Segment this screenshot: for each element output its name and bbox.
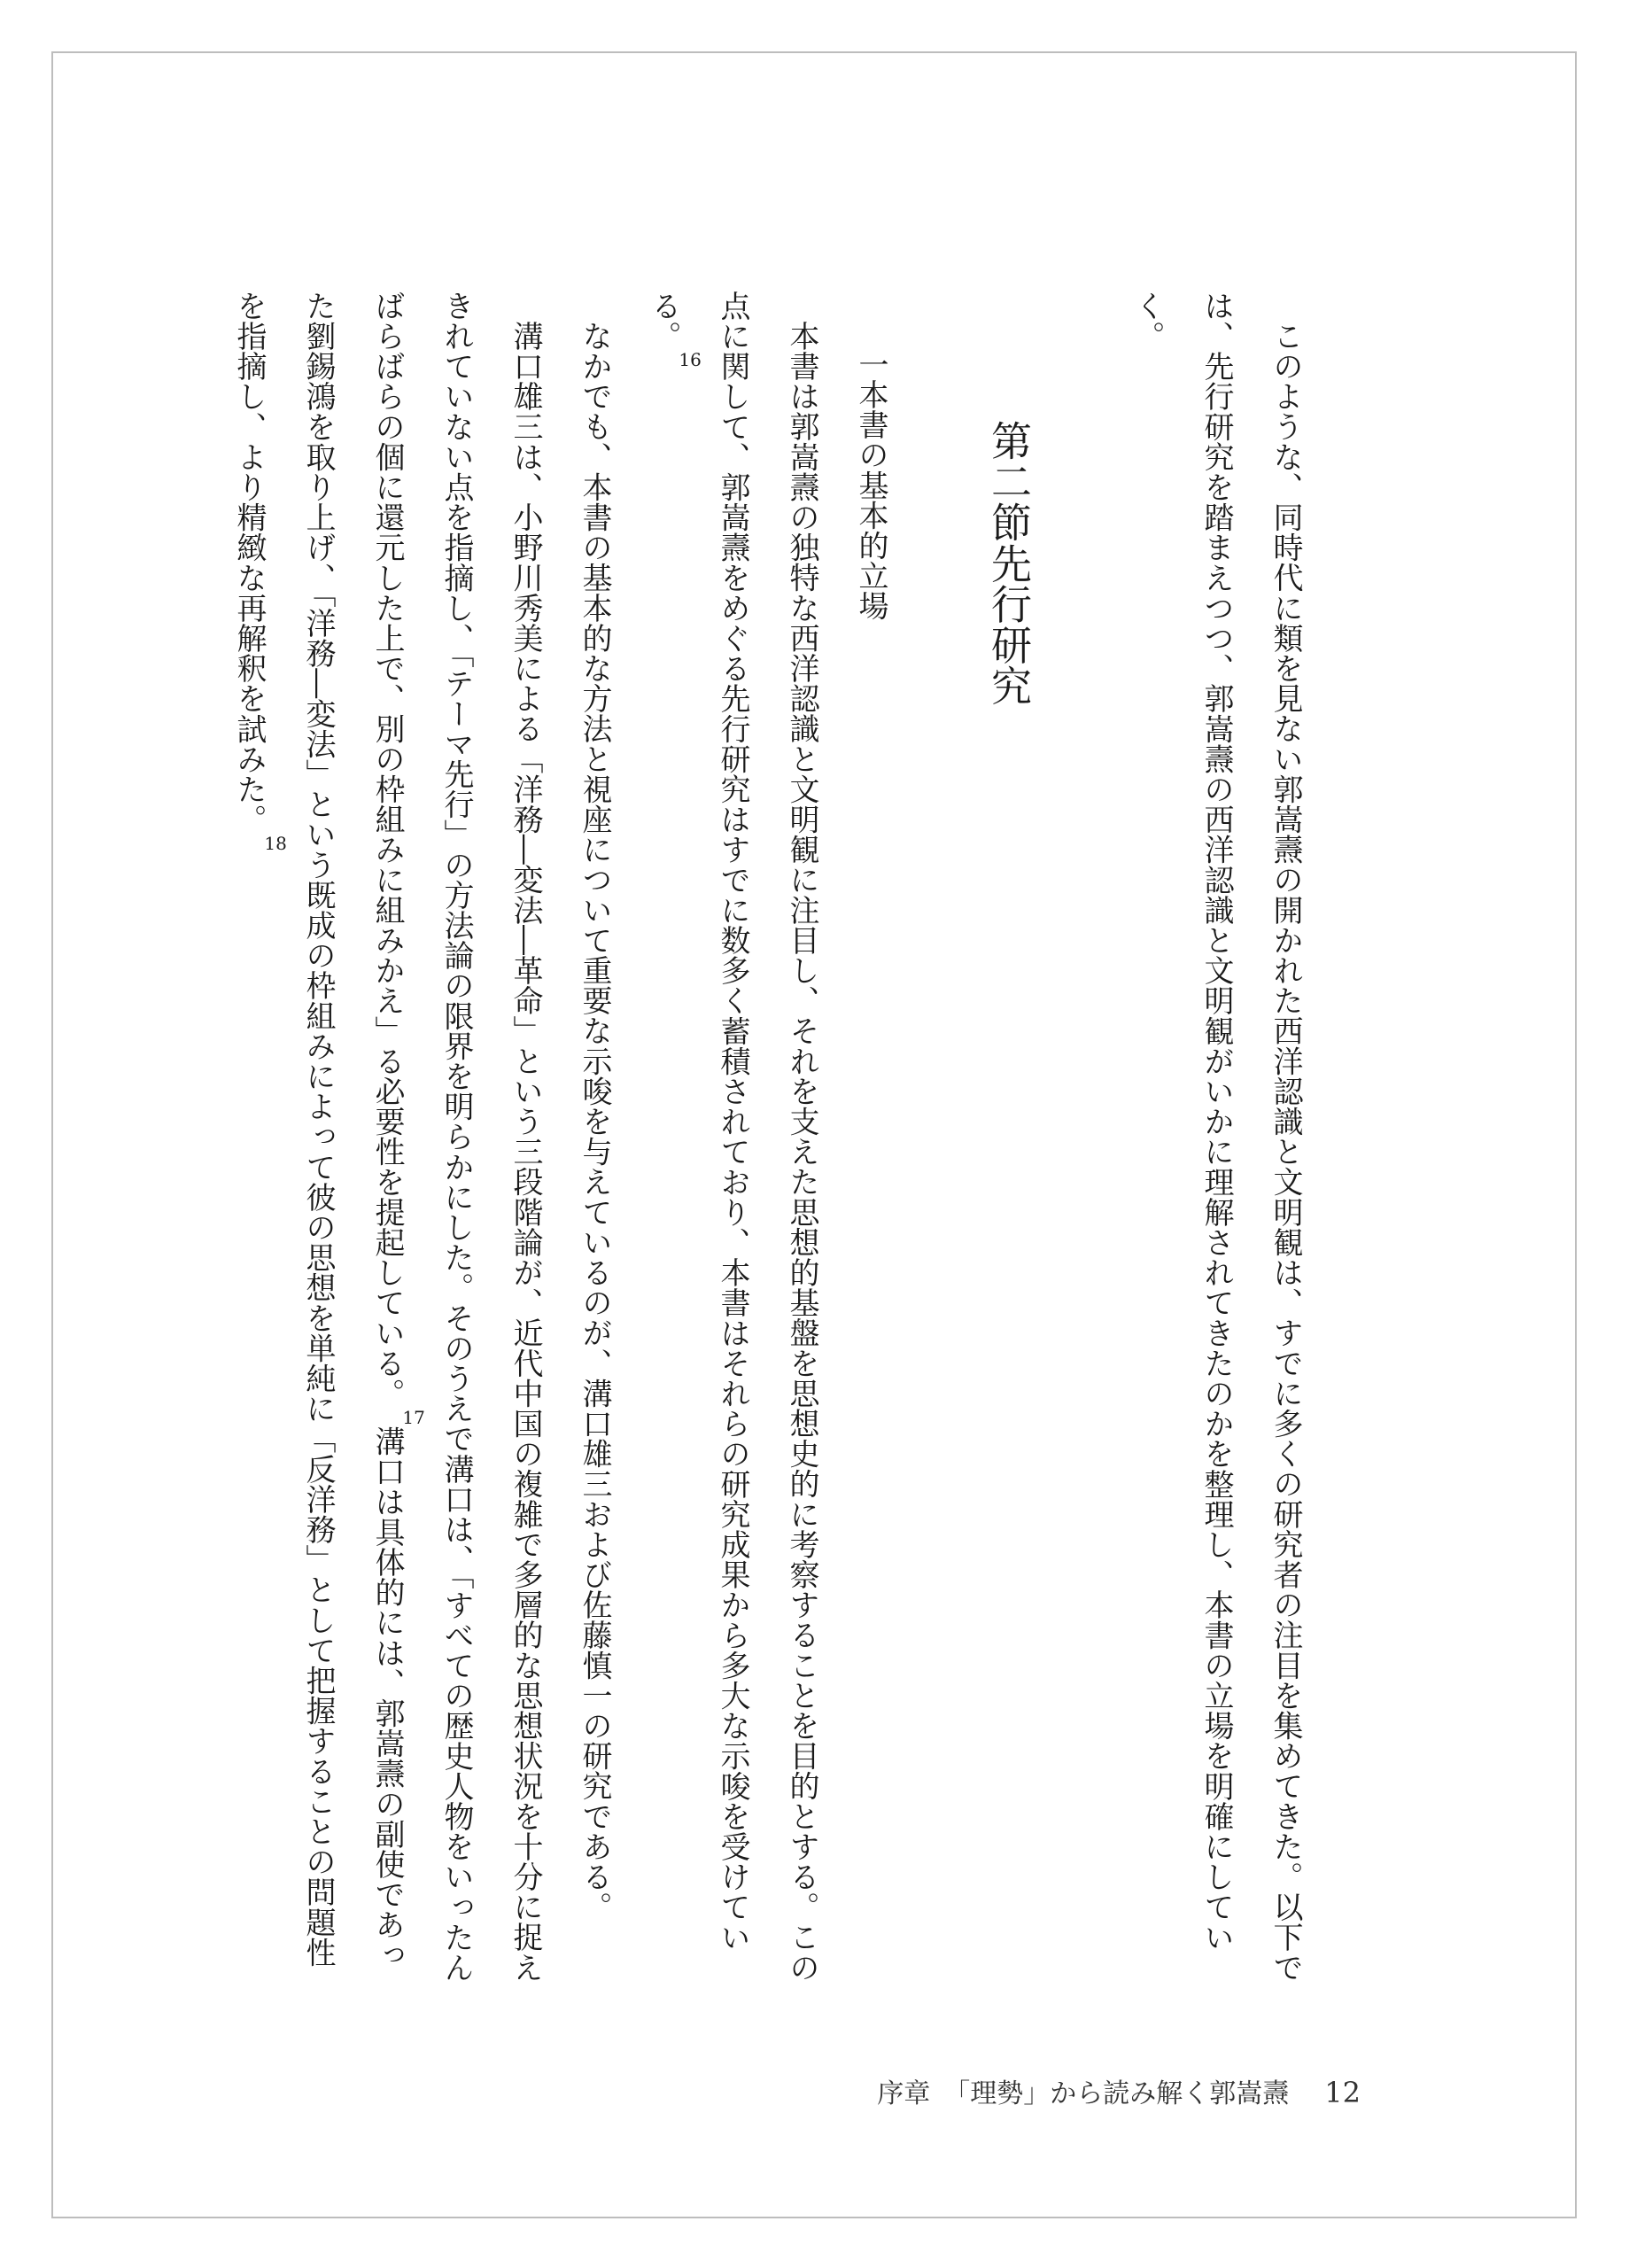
intro-text: このような、同時代に類を見ない郭嵩燾の開かれた西洋認識と文明観は、すでに多くの研究者の注目を集めてきた。以下では、先行研究を踏まえつつ、郭嵩燾の西洋認識と文明観がいかに理解されてきたのかを整理し、本書の立場を明確にしていく。 — [1129, 291, 1303, 1983]
subsection-number: 一 — [853, 349, 888, 380]
paragraph-3-text-a: 溝口雄三は、小野川秀美による「洋務―変法―革命」という三段階論が、近代中国の複雑で多層的な思想状況を十分に捉えきれていない点を指摘し、「テーマ先行」の方法論の限界を明らかにした。そのうえで溝口は、「すべての歴史人物をいったんばらばらの個に還元した上で、別の枠組みに組みかえ」る必要性を提起している。 — [369, 291, 543, 1983]
running-head: 序章 「理勢」から読み解く郭嵩燾 — [877, 2078, 1290, 2109]
intro-paragraph — [1113, 291, 1320, 1992]
page-number: 12 — [1324, 2076, 1361, 2109]
paragraph-3 — [214, 291, 560, 1992]
footnote-ref-16[interactable]: 16 — [679, 349, 702, 371]
section-subtitle: 先行研究 — [985, 542, 1033, 706]
subsection-heading — [836, 291, 905, 1992]
section-heading — [974, 291, 1043, 1992]
paragraph-3-text-b: 溝口は具体的には、郭嵩燾の副使であった劉錫鴻を取り上げ、「洋務―変法」という既成の枠組みによって彼の思想を単純に「反洋務」として把握することの問題性を指摘し、より精緻な再解釈を試みた。 — [231, 291, 405, 1970]
paragraph-2 — [560, 291, 629, 1992]
footnote-ref-17[interactable]: 17 — [402, 1406, 425, 1428]
page-footer — [877, 2071, 1361, 2110]
section-title: 第二節 — [985, 420, 1033, 543]
vertical-text-body — [231, 291, 1320, 1992]
paragraph-2-text: なかでも、本書の基本的な方法と視座について重要な示唆を与えているのが、溝口雄三および佐藤慎一の研究である。 — [577, 321, 612, 1922]
subsection-title: 本書の基本的立場 — [853, 379, 888, 621]
paragraph-1 — [629, 291, 836, 1992]
footnote-ref-18[interactable]: 18 — [264, 832, 287, 854]
paragraph-1-text: 本書は郭嵩燾の独特な西洋認識と文明観に注目し、それを支えた思想的基盤を思想史的に考察することを目的とする。この点に関して、郭嵩燾をめぐる先行研究はすでに数多く蓄積されており、本書はそれらの研究成果から多大な示唆を受けている。 — [646, 291, 819, 1983]
